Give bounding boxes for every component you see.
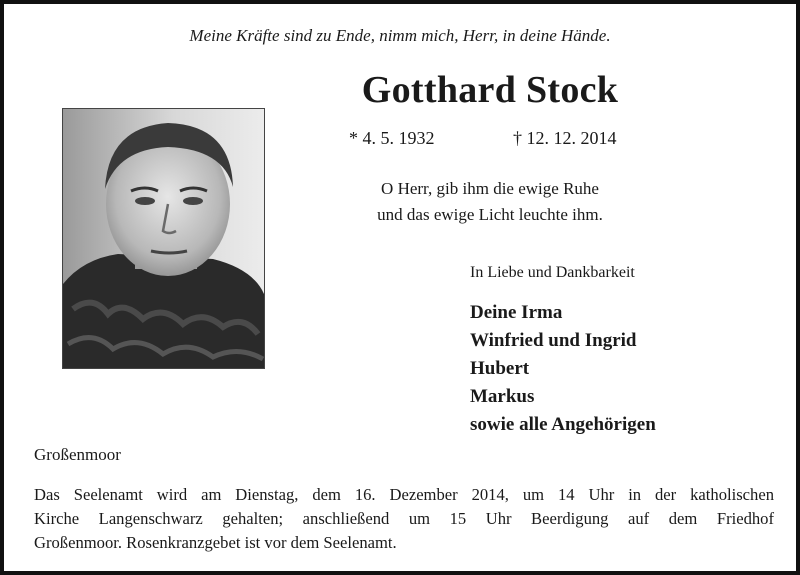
family-member: sowie alle Angehörigen <box>470 414 656 435</box>
service-line: Kirche Langenschwarz gehalten; anschließend um 15 Uhr Beerdigung auf dem Friedhof <box>34 509 774 528</box>
portrait-illustration <box>63 109 264 368</box>
prayer-line: und das ewige Licht leuchte ihm. <box>377 205 603 224</box>
birth-date: * 4. 5. 1932 <box>349 128 435 148</box>
place-name: Großenmoor <box>34 445 121 464</box>
portrait-photo <box>62 108 265 369</box>
family-member: Hubert <box>470 358 530 379</box>
death-date: † 12. 12. 2014 <box>513 128 617 148</box>
family-list <box>470 299 656 439</box>
family-member: Winfried und Ingrid <box>470 330 637 351</box>
family-member: Deine Irma <box>470 302 563 323</box>
motto: Meine Kräfte sind zu Ende, nimm mich, Herr, in deine Hände. <box>189 26 611 45</box>
thanks-intro: In Liebe und Dankbarkeit <box>470 264 635 281</box>
service-line: Großenmoor. Rosenkranzgebet ist vor dem Seelenamt. <box>34 533 397 552</box>
prayer-line: O Herr, gib ihm die ewige Ruhe <box>381 179 599 198</box>
family-member: Markus <box>470 386 535 407</box>
service-line: Das Seelenamt wird am Dienstag, dem 16. Dezember 2014, um 14 Uhr in der katholischen <box>34 485 774 504</box>
deceased-name: Gotthard Stock <box>361 69 619 111</box>
service-announcement <box>34 483 774 555</box>
prayer-verse <box>340 176 640 228</box>
